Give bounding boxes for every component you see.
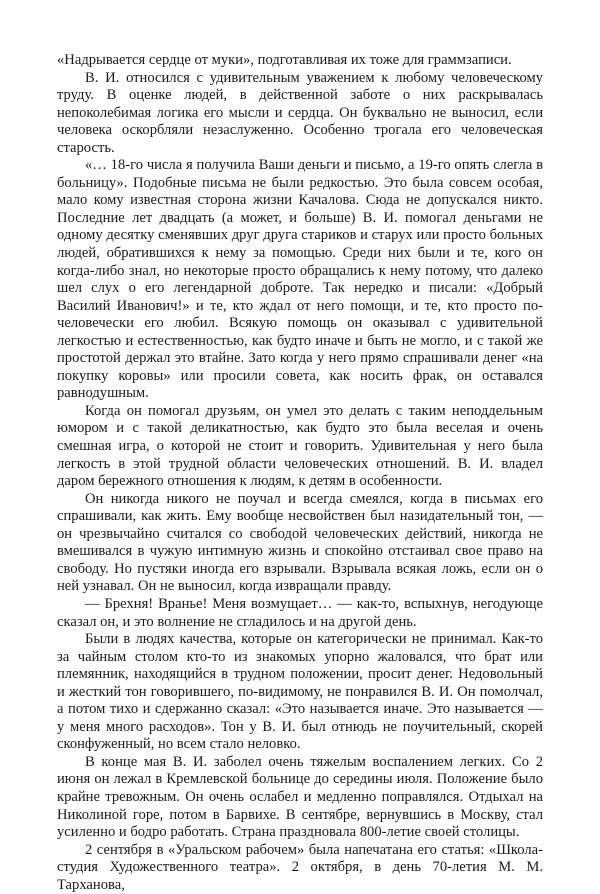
paragraph-5: Он никогда никого не поучал и всегда смеялся, когда в письмах его спрашивали, как жить. Ему вообще несвойствен был назидательный тон, — он чрезвычайно считался со свободой человеческих действий, никогда не вмешивался в чужую интимную жизнь и спокойно отстаивал свое право на свободу. Но пустяки иногда его взрывали. Взрывала всякая ложь, если он о ней узнавал. Он не выносил, когда извращали правду. [57,490,543,595]
paragraph-8: В конце мая В. И. заболел очень тяжелым воспалением легких. Со 2 июня он лежал в Кремлевской больнице до середины июля. Положение было крайне тревожным. Он очень ослабел и медленно поправлялся. Отдыхал на Николиной горе, потом в Барвихе. В сентябре, вернувшись в Москву, стал усиленно и бодро работать. Страна праздновала 800-летие своей столицы. [57,753,543,841]
paragraph-6: — Брехня! Вранье! Меня возмущает… — как-то, вспыхнув, негодующе сказал он, и это волнение не сгладилось и на другой день. [57,595,543,630]
paragraph-7: Были в людях качества, которые он категорически не принимал. Как-то за чайным столом кто-то из знакомых упорно жаловался, что брат или племянник, находящийся в трудном положении, просит денег. Недовольный и жесткий тон говорившего, по-видимому, не понравился В. И. Он помолчал, а потом тихо и сдержанно сказал: «Это называется иначе. Это называется — у меня много расходов». Тон у В. И. был отнюдь не поучительный, скорей сконфуженный, но всем стало неловко. [57,631,543,753]
paragraph-2: В. И. относился с удивительным уважением к любому человеческому труду. В оценке людей, в действенной заботе о них раскрывалась непоколебимая логика его мысли и сердца. Он буквально не выносил, если человека оскорбляли незаслуженно. Особенно трогала его человеческая старость. [57,69,543,156]
paragraph-1: «Надрывается сердце от муки», подготавливая их тоже для граммзаписи. [57,52,512,68]
paragraph-3: «… 18-го числа я получила Ваши деньги и письмо, а 19-го опять слегла в больницу». Подобные письма не были редкостью. Это была совсем особая, мало кому известная сторона жизни Качалова. Сюда не допускался никто. Последние лет двадцать (а может, и больше) В. И. помогал деньгами не одному десятку сменявших друг друга стариков и старух или просто больных людей, обратившихся к нему за помощью. Среди них были и те, кого он когда-либо знал, но некоторые просто обращались к нему потому, что далеко шел слух о его легендарной доброте. Так нередко и писали: «Добрый Василий Иванович!» и те, кто ждал от него помощи, и те, кто просто по-человечески его любил. Всякую помощь он оказывал с удивительной легкостью и естественностью, как будто иначе и быть не могло, и с такой же простотой держал это втайне. Зато когда у него прямо спрашивали денег «на покупку коровы» или просили совета, как носить фрак, он оставался равнодушным. [57,157,543,402]
document-page [57,52,543,894]
paragraph-9: 2 сентября в «Уральском рабочем» была напечатана его статья: «Школа-студия Художественного театра». 2 октября, в день 70-летия М. М. Тарханова, [57,841,543,893]
paragraph-4: Когда он помогал друзьям, он умел это делать с таким неподдельным юмором и с такой деликатностью, как будто это была веселая и очень смешная игра, о которой не стоит и говорить. Удивительная у него была легкость в этой трудной области человеческих отношений. В. И. владел даром бережного отношения к людям, к детям в особенности. [57,402,543,490]
